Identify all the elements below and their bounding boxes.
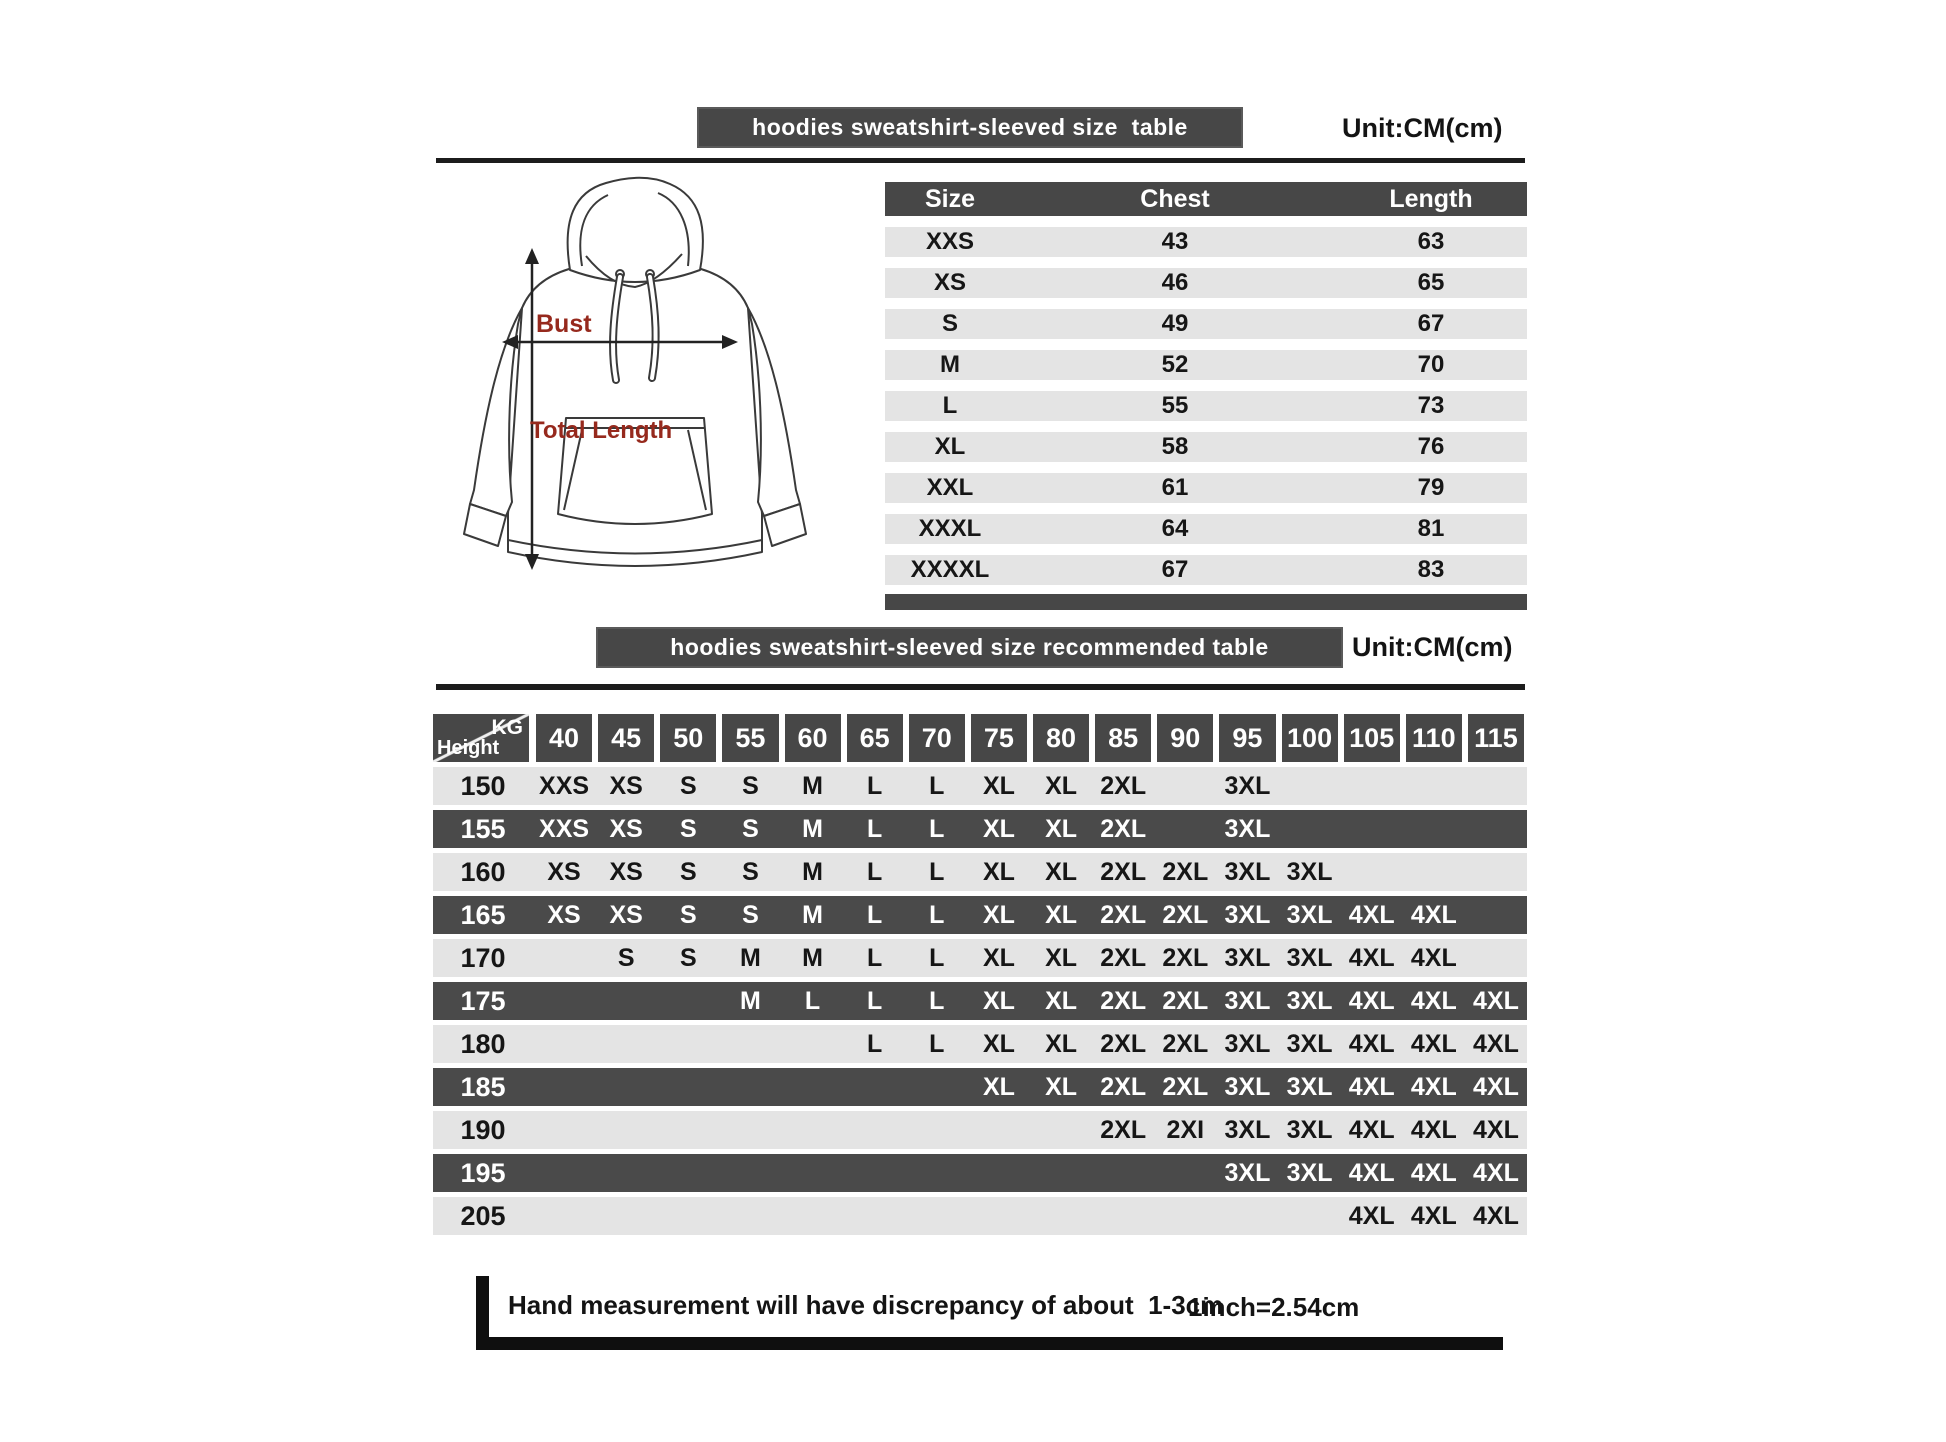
recommended-size-cell: XL	[1045, 1029, 1078, 1058]
recommended-size-cell: 4XL	[1473, 1115, 1519, 1144]
size-table-row	[885, 268, 1527, 298]
recommended-size-cell: 2XL	[1100, 1072, 1147, 1101]
length-cell: 76	[1417, 433, 1445, 460]
chest-cell: 55	[1161, 392, 1189, 419]
recommended-size-cell: XS	[547, 900, 581, 929]
recommended-size-cell: 3XL	[1286, 900, 1333, 929]
chest-cell: 52	[1161, 351, 1189, 378]
recommended-size-cell: 4XL	[1410, 1072, 1457, 1101]
recommended-size-cell: L	[929, 771, 945, 800]
size-cell: XS	[933, 269, 966, 296]
length-cell: 67	[1417, 310, 1445, 337]
recommended-size-cell: 3XL	[1224, 771, 1271, 800]
recommended-size-cell: 3XL	[1224, 943, 1271, 972]
size-cell: S	[941, 310, 958, 337]
recommended-table	[433, 714, 1527, 1235]
size-table-row	[885, 555, 1527, 585]
corner-height-label: Height	[437, 737, 500, 759]
recommended-size-cell: 2XL	[1100, 986, 1147, 1015]
size-table-body	[885, 227, 1527, 585]
recommended-table-body	[433, 767, 1527, 1235]
recommended-size-cell: 4XL	[1348, 900, 1395, 929]
recommended-size-cell: XL	[982, 943, 1015, 972]
recommended-size-cell: S	[679, 857, 697, 886]
recommended-size-cell: S	[679, 814, 697, 843]
recommended-size-cell: M	[740, 943, 761, 972]
weight-header-cell: 50	[660, 714, 716, 762]
recommended-size-cell: XS	[609, 771, 643, 800]
recommended-size-cell: S	[742, 857, 759, 886]
recommended-size-cell: 3XL	[1286, 1029, 1333, 1058]
recommended-size-cell: 4XL	[1410, 1029, 1457, 1058]
recommended-size-cell: 4XL	[1348, 1072, 1395, 1101]
recommended-size-cell: L	[804, 986, 821, 1015]
recommended-size-cell: 2XL	[1162, 1029, 1209, 1058]
recommended-size-cell: 3XL	[1224, 814, 1271, 843]
height-cell: 180	[460, 1028, 506, 1059]
recommended-size-cell: 4XL	[1473, 986, 1519, 1015]
recommended-size-cell: 2XL	[1100, 1029, 1147, 1058]
recommended-size-cell: 4XL	[1348, 1029, 1395, 1058]
weight-header-cell: 110	[1406, 714, 1462, 762]
weight-header-cell: 70	[909, 714, 965, 762]
recommended-size-cell: 2XI	[1166, 1115, 1205, 1144]
recommended-size-cell: L	[867, 943, 883, 972]
recommended-size-cell: 2XL	[1100, 900, 1147, 929]
recommended-size-cell: XL	[982, 986, 1015, 1015]
recommended-table-row	[433, 939, 1527, 977]
recommended-size-cell: XS	[609, 857, 643, 886]
recommended-table-title: hoodies sweatshirt-sleeved size recommended table	[596, 627, 1343, 668]
footer-conversion: 1inch=2.54cm	[1188, 1292, 1360, 1322]
recommended-size-cell: 4XL	[1410, 1201, 1457, 1230]
bust-label: Bust	[536, 310, 592, 338]
chest-cell: 61	[1161, 474, 1189, 501]
recommended-size-cell: XL	[982, 814, 1015, 843]
recommended-size-cell: L	[929, 814, 945, 843]
weight-header-cell: 40	[536, 714, 592, 762]
recommended-size-cell: XS	[547, 857, 581, 886]
size-table-row	[885, 227, 1527, 257]
recommended-size-cell: 4XL	[1410, 943, 1457, 972]
recommended-table-unit: Unit:CM(cm)	[1352, 632, 1513, 662]
size-table-row	[885, 432, 1527, 462]
recommended-size-cell: M	[802, 900, 823, 929]
recommended-size-cell: 3XL	[1286, 1158, 1333, 1187]
divider-line-middle	[436, 684, 1525, 690]
recommended-size-cell: 4XL	[1410, 900, 1457, 929]
weight-header-cell: 55	[722, 714, 778, 762]
recommended-size-cell: XL	[982, 900, 1015, 929]
recommended-size-cell: S	[679, 943, 697, 972]
total-length-label: Total Length	[530, 417, 673, 444]
recommended-size-cell: 4XL	[1348, 1158, 1395, 1187]
size-table-footer-bar	[885, 594, 1527, 610]
recommended-size-cell: 2XL	[1100, 771, 1147, 800]
recommended-size-cell: 3XL	[1224, 900, 1271, 929]
recommended-size-cell: 4XL	[1348, 1115, 1395, 1144]
chest-cell: 64	[1161, 515, 1189, 542]
chest-cell: 43	[1161, 228, 1189, 255]
size-table-unit: Unit:CM(cm)	[1342, 113, 1503, 143]
recommended-size-cell: S	[742, 814, 759, 843]
length-cell: 70	[1417, 351, 1445, 378]
weight-header-cell: 65	[847, 714, 903, 762]
recommended-size-cell: 2XL	[1100, 1115, 1147, 1144]
recommended-size-cell: L	[929, 943, 945, 972]
recommended-table-header	[433, 714, 1527, 762]
recommended-size-cell: L	[867, 814, 883, 843]
weight-header-cell: 85	[1095, 714, 1151, 762]
recommended-table-row	[433, 810, 1527, 848]
recommended-size-cell: XL	[982, 1029, 1015, 1058]
recommended-size-cell: L	[929, 986, 945, 1015]
length-cell: 83	[1417, 556, 1445, 583]
recommended-size-cell: 4XL	[1473, 1201, 1519, 1230]
recommended-size-cell: XL	[1045, 900, 1078, 929]
size-table	[885, 182, 1527, 610]
recommended-size-cell: 2XL	[1162, 900, 1209, 929]
recommended-table-row	[433, 1197, 1527, 1235]
recommended-size-cell: S	[679, 900, 697, 929]
divider-line-top	[436, 158, 1525, 163]
corner-kg-label: KG	[491, 716, 523, 739]
recommended-size-cell: 2XL	[1162, 986, 1209, 1015]
chest-cell: 46	[1161, 269, 1189, 296]
size-cell: XXXL	[918, 515, 982, 542]
size-table-row	[885, 514, 1527, 544]
recommended-size-cell: XL	[982, 1072, 1015, 1101]
recommended-table-row	[433, 896, 1527, 934]
recommended-table-row	[433, 853, 1527, 891]
height-cell: 190	[460, 1114, 506, 1145]
recommended-size-cell: 3XL	[1224, 1158, 1271, 1187]
recommended-size-cell: 3XL	[1224, 1072, 1271, 1101]
recommended-size-cell: 4XL	[1473, 1029, 1519, 1058]
recommended-table-row	[433, 767, 1527, 805]
length-cell: 73	[1417, 392, 1445, 419]
weight-header-cell: 45	[598, 714, 654, 762]
recommended-size-cell: XL	[1045, 943, 1078, 972]
recommended-size-cell: 4XL	[1473, 1072, 1519, 1101]
recommended-size-cell: XXS	[539, 771, 590, 800]
size-table-row	[885, 309, 1527, 339]
size-table-row	[885, 350, 1527, 380]
corner-cell	[433, 714, 529, 762]
recommended-size-cell: 2XL	[1100, 814, 1147, 843]
recommended-size-cell: XL	[1045, 857, 1078, 886]
recommended-size-cell: 4XL	[1348, 943, 1395, 972]
size-table-column-header: Chest	[1140, 184, 1210, 213]
length-cell: 81	[1417, 515, 1445, 542]
hoodie-hood	[568, 178, 703, 282]
recommended-size-cell: M	[802, 771, 823, 800]
height-cell: 175	[460, 985, 506, 1016]
recommended-size-cell: XXS	[539, 814, 590, 843]
recommended-size-cell: XS	[609, 814, 643, 843]
chest-cell: 49	[1161, 310, 1189, 337]
recommended-size-cell: S	[742, 900, 759, 929]
recommended-size-cell: L	[929, 1029, 945, 1058]
footer-horizontal-bar	[476, 1337, 1503, 1350]
weight-header-cell: 60	[785, 714, 841, 762]
height-cell: 185	[460, 1071, 506, 1102]
recommended-size-cell: 3XL	[1286, 1072, 1333, 1101]
chest-cell: 67	[1161, 556, 1189, 583]
recommended-size-cell: 4XL	[1348, 986, 1395, 1015]
weight-header-cell: 80	[1033, 714, 1089, 762]
footer-vertical-bar	[476, 1276, 489, 1340]
recommended-size-cell: XL	[1045, 986, 1078, 1015]
size-cell: XXL	[926, 474, 974, 501]
weight-header-cell: 100	[1282, 714, 1338, 762]
recommended-size-cell: M	[802, 814, 823, 843]
weight-header-cell: 95	[1219, 714, 1275, 762]
recommended-size-cell: L	[929, 857, 945, 886]
recommended-size-cell: L	[867, 986, 883, 1015]
recommended-size-cell: XL	[1045, 814, 1078, 843]
size-cell: XL	[934, 433, 966, 460]
size-cell: M	[940, 351, 960, 378]
recommended-size-cell: XL	[1045, 771, 1078, 800]
recommended-size-cell: 2XL	[1100, 943, 1147, 972]
footer-note: Hand measurement will have discrepancy of about 1-3cm	[508, 1290, 1224, 1320]
size-table-row	[885, 391, 1527, 421]
height-cell: 160	[460, 856, 506, 887]
size-table-row	[885, 473, 1527, 503]
length-cell: 63	[1417, 228, 1445, 255]
height-cell: 195	[460, 1157, 506, 1188]
size-table-column-header: Length	[1389, 184, 1473, 213]
recommended-size-cell: XL	[982, 771, 1015, 800]
recommended-size-cell: 3XL	[1286, 986, 1333, 1015]
recommended-size-cell: 2XL	[1100, 857, 1147, 886]
recommended-size-cell: 3XL	[1224, 1029, 1271, 1058]
height-cell: 170	[460, 942, 506, 973]
recommended-size-cell: 3XL	[1286, 857, 1333, 886]
length-cell: 79	[1417, 474, 1445, 501]
length-cell: 65	[1417, 269, 1445, 296]
height-cell: 165	[460, 899, 506, 930]
recommended-size-cell: 3XL	[1224, 1115, 1271, 1144]
recommended-size-cell: L	[867, 857, 883, 886]
recommended-size-cell: S	[617, 943, 635, 972]
recommended-size-cell: S	[742, 771, 759, 800]
recommended-table-row	[433, 1111, 1527, 1149]
chest-cell: 58	[1161, 433, 1189, 460]
recommended-table-row	[433, 982, 1527, 1020]
recommended-size-cell: L	[929, 900, 945, 929]
recommended-size-cell: 3XL	[1224, 857, 1271, 886]
recommended-size-cell: XL	[1045, 1072, 1078, 1101]
size-cell: XXS	[925, 228, 975, 255]
weight-header-cell: 115	[1468, 714, 1524, 762]
height-cell: 205	[460, 1200, 506, 1231]
recommended-size-cell: 4XL	[1410, 986, 1457, 1015]
size-table-title: hoodies sweatshirt-sleeved size table	[697, 107, 1243, 148]
recommended-size-cell: 3XL	[1286, 943, 1333, 972]
size-cell: XXXXL	[910, 556, 990, 583]
recommended-size-cell: 2XL	[1162, 1072, 1209, 1101]
recommended-size-cell: 4XL	[1348, 1201, 1395, 1230]
recommended-size-cell: XS	[609, 900, 643, 929]
height-cell: 155	[460, 813, 506, 844]
recommended-size-cell: 2XL	[1162, 943, 1209, 972]
recommended-size-cell: S	[679, 771, 697, 800]
recommended-size-cell: M	[802, 857, 823, 886]
recommended-size-cell: 4XL	[1410, 1115, 1457, 1144]
recommended-size-cell: 3XL	[1224, 986, 1271, 1015]
recommended-table-row	[433, 1068, 1527, 1106]
recommended-size-cell: M	[740, 986, 761, 1015]
recommended-table-row	[433, 1154, 1527, 1192]
weight-header-cell: 105	[1344, 714, 1400, 762]
recommended-size-cell: XL	[982, 857, 1015, 886]
recommended-table-row	[433, 1025, 1527, 1063]
size-table-column-header: Size	[924, 184, 976, 213]
hoodie-diagram	[440, 172, 832, 624]
height-cell: 150	[460, 770, 506, 801]
recommended-size-cell: L	[867, 900, 883, 929]
recommended-size-cell: M	[802, 943, 823, 972]
recommended-size-cell: 3XL	[1286, 1115, 1333, 1144]
weight-header-cell: 90	[1157, 714, 1213, 762]
size-cell: L	[942, 392, 958, 419]
recommended-size-cell: 2XL	[1162, 857, 1209, 886]
recommended-size-cell: 4XL	[1473, 1158, 1519, 1187]
recommended-size-cell: L	[867, 1029, 883, 1058]
recommended-size-cell: L	[867, 771, 883, 800]
weight-header-cell: 75	[971, 714, 1027, 762]
recommended-size-cell: 4XL	[1410, 1158, 1457, 1187]
size-table-header	[885, 182, 1527, 216]
